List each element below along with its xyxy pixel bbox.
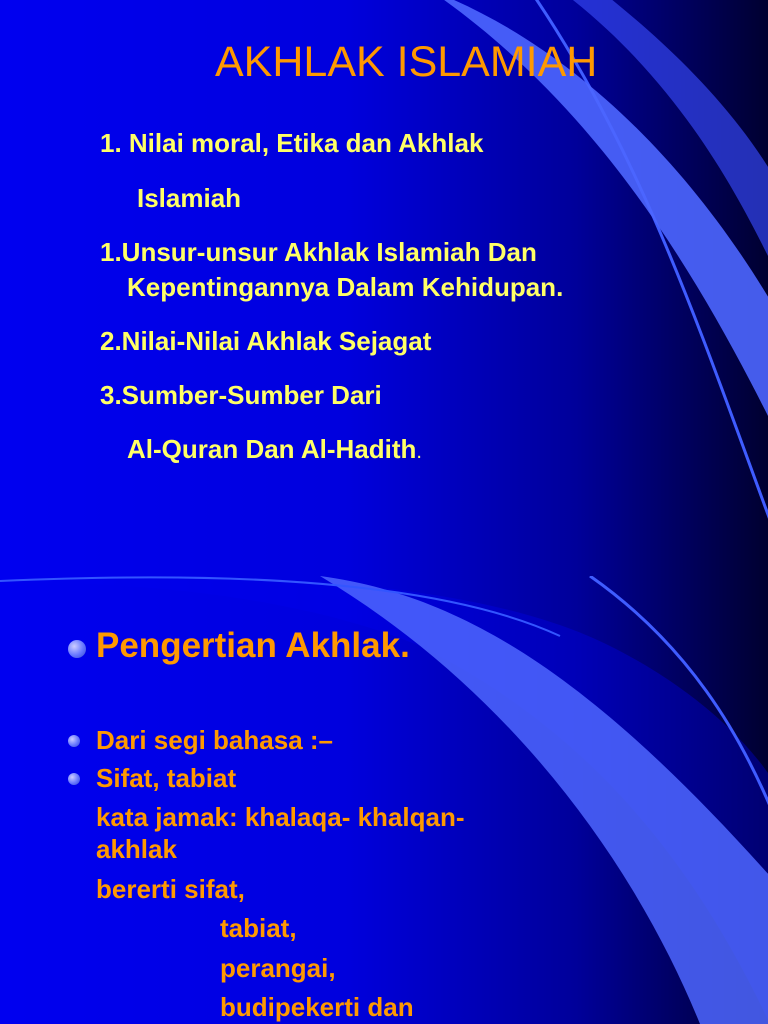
- section-heading: Pengertian Akhlak.: [96, 626, 410, 665]
- list-item-2: 1.Unsur-unsur Akhlak Islamiah Dan: [100, 237, 537, 267]
- list-item-1-cont: Islamiah: [137, 183, 242, 213]
- list-item-1: 1. Nilai moral, Etika dan Akhlak: [100, 128, 484, 158]
- list-item-4-cont: [127, 434, 422, 465]
- text-line-7: perangai,: [220, 953, 336, 983]
- slide-title: AKHLAK ISLAMIAH: [215, 38, 598, 86]
- bullet-item-1: Dari segi bahasa :–: [96, 725, 333, 755]
- text-line-8: budipekerti dan: [220, 992, 414, 1022]
- text-line-4: akhlak: [96, 834, 177, 864]
- list-item-2-cont: Kepentingannya Dalam Kehidupan.: [127, 272, 564, 302]
- text-line-3: kata jamak: khalaqa- khalqan-: [96, 802, 465, 832]
- list-item-4-period: .: [416, 441, 422, 463]
- list-item-4: 3.Sumber-Sumber Dari: [100, 380, 382, 410]
- text-line-5: bererti sifat,: [96, 874, 245, 904]
- bullet-icon: [68, 735, 80, 747]
- list-item-4-cont-text: Al-Quran Dan Al-Hadith: [127, 434, 417, 464]
- bullet-icon: [68, 773, 80, 785]
- text-line-6: tabiat,: [220, 913, 297, 943]
- list-item-3: 2.Nilai-Nilai Akhlak Sejagat: [100, 326, 432, 356]
- bullet-icon: [68, 640, 86, 658]
- bullet-item-2: Sifat, tabiat: [96, 763, 237, 793]
- slide-2: [0, 576, 768, 1024]
